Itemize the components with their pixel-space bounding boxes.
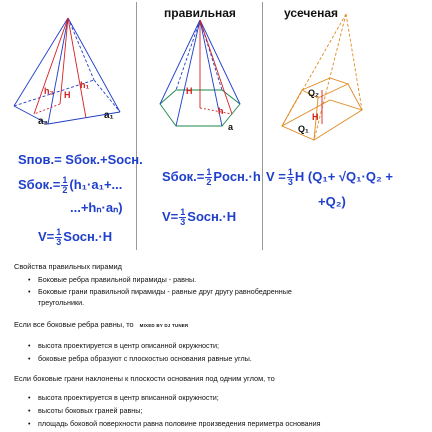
formula-v-right-line2: +Q₂) — [318, 194, 346, 209]
notes-title: Свойства правильных пирамид — [14, 262, 122, 271]
middle-pyramid — [160, 20, 240, 126]
right-frustum — [282, 14, 362, 140]
formula-s-side-left — [18, 176, 122, 195]
label-Q1: Q₁ — [298, 124, 309, 134]
formula-v-left: V= $\frac{1}{3}$ Sосн.·H — [38, 227, 113, 247]
label-h-mid: h — [218, 106, 224, 116]
label-a2: a₂ — [38, 116, 49, 127]
header-regular: правильная — [164, 6, 236, 20]
label-Q2: Q₂ — [308, 88, 319, 98]
note-face-1: • высота проектируется в центр вписанной окружности; — [38, 393, 219, 402]
label-a-mid: a — [228, 122, 234, 132]
label-H-right: H — [312, 112, 319, 122]
formula-s-full: Sпов.= Sбок.+Sосн. — [18, 152, 143, 167]
label-H-left: H — [64, 90, 71, 100]
label-a1: a₁ — [104, 110, 114, 121]
label-h2: h₂ — [44, 86, 54, 96]
note-face-3: • площадь боковой поверхности равна половине произведения периметра основания — [38, 419, 321, 428]
formula-s-side-mid: Sбок.= $\frac{1}{2}$ Pосн.·h — [162, 167, 261, 187]
fraction-1-2: $\frac{1}{2}$ — [62, 175, 68, 195]
note-edge-1: • высота проектируется в центр описанной окружности; — [38, 341, 219, 350]
fraction-1-3: $\frac{1}{3}$ — [56, 227, 62, 247]
label-H-mid: H — [186, 86, 193, 96]
formula-s-side-left-line2: ...+hₙ·aₙ) — [70, 200, 123, 215]
note-edge-2: • боковые ребра образуют с плоскостью основания равные углы. — [38, 354, 252, 363]
left-pyramid — [14, 18, 120, 124]
mixed-by-tag: MIXED BY DJ TUNER — [139, 323, 189, 328]
header-truncated: усеченая — [284, 6, 338, 20]
formula-s-side-left-pre: Sбок.= — [18, 176, 61, 192]
formula-s-side-left-post: (h₁·a₁+... — [69, 176, 123, 192]
edges-intro: Если все боковые ребра равны, то MIXED BY DJ TUNER — [14, 320, 189, 329]
faces-intro: Если боковые грани наклонены к плоскости основания под одним углом, то — [14, 374, 275, 383]
formula-v-mid: V= $\frac{1}{3}$ Sосн.·H — [162, 207, 237, 227]
note-reg-3: треугольники. — [38, 298, 85, 307]
note-face-2: • высоты боковых граней равны; — [38, 406, 142, 415]
note-reg-2: • Боковые грани правильной пирамиды - равные друг другу равнобедренные — [38, 287, 292, 296]
label-h1: h₁ — [80, 80, 90, 90]
formula-v-right: V = $\frac{1}{3}$ H (Q₁+ √Q₁·Q₂ + — [266, 167, 393, 187]
note-reg-1: • Боковые ребра правильной пирамиды - равны. — [38, 275, 196, 284]
